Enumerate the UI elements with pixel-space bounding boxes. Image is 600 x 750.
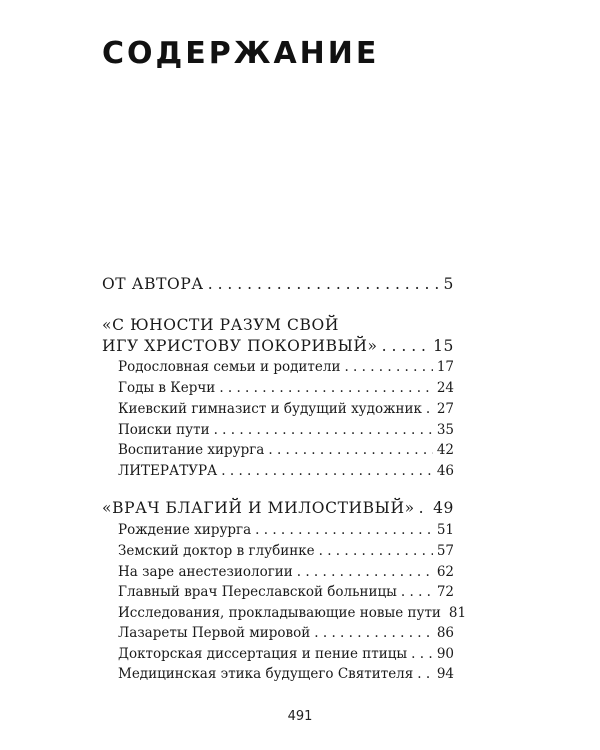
toc-entry-title: Поиски пути	[118, 422, 210, 438]
dot-leader	[214, 424, 433, 438]
toc-entry-part2[interactable]	[102, 501, 454, 517]
toc-entry-title: ОТ АВТОРА	[102, 275, 204, 293]
toc-subentry[interactable]	[118, 465, 454, 479]
toc-subentry[interactable]	[118, 403, 454, 417]
toc-page-number: 42	[436, 442, 454, 458]
toc-subentry[interactable]	[118, 566, 454, 580]
page-number-footer: 491	[287, 709, 313, 724]
toc-entry-author[interactable]	[102, 277, 454, 293]
dot-leader	[426, 403, 433, 417]
dot-leader	[268, 444, 432, 458]
toc-entry-title: Медицинская этика будущего Святителя	[118, 666, 414, 682]
dot-leader	[208, 277, 440, 293]
dot-leader	[401, 586, 433, 600]
toc-page-number: 62	[436, 564, 454, 580]
toc-page-number: 90	[436, 646, 454, 662]
toc-entry-part1[interactable]	[102, 339, 454, 355]
toc-page-number: 27	[436, 401, 454, 417]
toc-subentry[interactable]	[118, 444, 454, 458]
toc-entry-title: ЛИТЕРАТУРА	[118, 463, 218, 479]
toc-page-number: 81	[448, 605, 467, 621]
toc-entry-title: Земский доктор в глубинке	[118, 543, 315, 559]
toc-entry-title: Главный врач Переславской больницы	[118, 584, 397, 600]
toc-page-number: 24	[436, 380, 454, 396]
toc-page-number: 17	[436, 359, 454, 375]
toc-subentry[interactable]	[118, 361, 454, 375]
dot-leader	[411, 648, 433, 662]
toc-entry-title: На заре анестезиологии	[118, 564, 293, 580]
toc-entry-title: Родословная семьи и родители	[118, 359, 341, 375]
page-title: СОДЕРЖАНИЕ	[102, 36, 380, 71]
toc-page-number: 35	[436, 422, 454, 438]
dot-leader	[297, 566, 433, 580]
toc-page-number: 51	[436, 522, 454, 538]
dot-leader	[382, 339, 429, 355]
toc-page-number: 46	[436, 463, 454, 479]
toc-entry-title: «ВРАЧ БЛАГИЙ И МИЛОСТИВЫЙ»	[102, 499, 415, 517]
toc-page-number: 15	[433, 337, 454, 355]
dot-leader	[419, 501, 429, 517]
toc-page-number: 49	[433, 499, 454, 517]
toc-subentry[interactable]	[118, 382, 454, 396]
toc-entry-title: Исследования, прокладывающие новые пути	[118, 605, 441, 621]
dot-leader	[417, 668, 433, 682]
toc-entry-title: Лазареты Первой мировой	[118, 625, 311, 641]
toc-page-number: 86	[436, 625, 454, 641]
toc-subentry[interactable]	[118, 627, 454, 641]
toc-page-number: 5	[443, 275, 454, 293]
toc-subentry[interactable]	[118, 586, 454, 600]
toc-entry-title: Докторская диссертация и пение птицы	[118, 646, 408, 662]
toc-subentry[interactable]	[118, 605, 467, 621]
dot-leader	[255, 524, 433, 538]
toc-subentry[interactable]	[118, 648, 454, 662]
dot-leader	[221, 465, 433, 479]
toc-page-number: 57	[436, 543, 454, 559]
toc-entry-title: Воспитание хирурга	[118, 442, 265, 458]
toc-entry-title: Киевский гимназист и будущий художник	[118, 401, 422, 417]
toc-page-number: 72	[436, 584, 454, 600]
part1-title-line1[interactable]: «С ЮНОСТИ РАЗУМ СВОЙ	[102, 316, 339, 334]
toc-entry-title: Рождение хирурга	[118, 522, 252, 538]
dot-leader	[219, 382, 433, 396]
toc-subentry[interactable]	[118, 424, 454, 438]
toc-entry-title: ИГУ ХРИСТОВУ ПОКОРИВЫЙ»	[102, 337, 378, 355]
toc-subentry[interactable]	[118, 524, 454, 538]
toc-subentry[interactable]	[118, 668, 454, 682]
dot-leader	[319, 545, 433, 559]
dot-leader	[344, 361, 432, 375]
toc-subentry[interactable]	[118, 545, 454, 559]
toc-page-number: 94	[436, 666, 454, 682]
dot-leader	[314, 627, 433, 641]
toc-entry-title: Годы в Керчи	[118, 380, 216, 396]
